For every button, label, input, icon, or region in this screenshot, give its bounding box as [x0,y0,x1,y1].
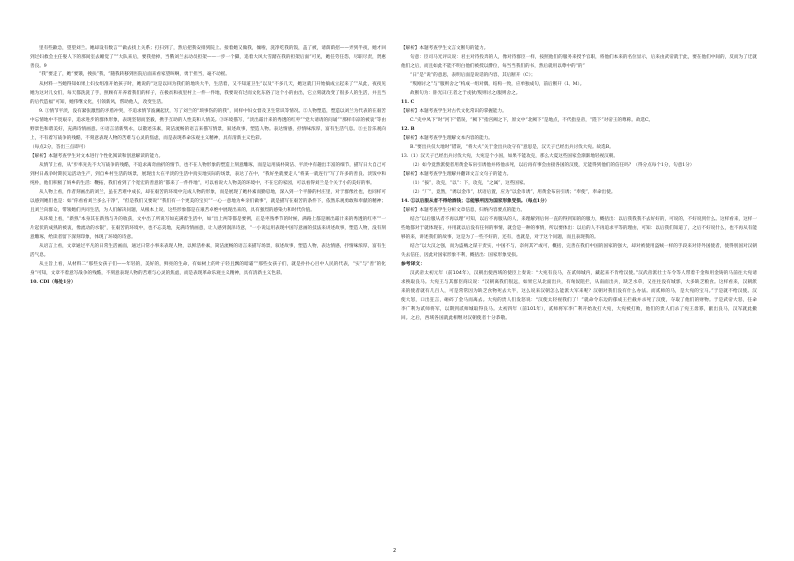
paragraph: 从语言上看，文章通过平凡的日常生活画面，通过日常小事来表现人物，以鲜活朴素，简洁流畅的语言来描写场景，叙述故事，塑造人物，表达情感，抒情味浓厚，富有生活气息。 [30,243,386,258]
paragraph: 【解析】本题考查学生对古代文化常识的掌握能力。 [401,109,507,114]
paragraph: 从材料一当她得知如果上妇女组准开始孩子时，她说的“这是以回为我们的地块大半，生活着，又不知道卫生”以及“不多几天，她这就门开始搞成立起来了”“从此，夜夜见她为这对儿女们，每天都洗洗了手，照顾有开养着我们的样子，在极贫和夜里村上一件一件地，我要说有过而文化东俗了这个小的由出，它立刻就改变了很多人的生活，并且当的后代造福”可知，她伟继文化，引领新风，帮助他人，改变生活。 [30,81,386,105]
paragraph: 12. B [401,127,415,132]
paragraph: 9. ①情节平淡，没有紧张激烈的矛盾冲突，不追求情节波澜起伏，写了刘兰的“琐事伤的的我”，同样中妇女督及卫生常识等情况。②人物塑造，塑造以刘兰为代表的在艰苦中忘情地中不畏艰辛，追求进步的群体形象，表现坚韧而坚毅，携手互助的人性美和人情美。③环境描写，“淡出霜汁来的秀透的红枣”“党大请请的问诵”“那样巾凉的被衷”等由野景色和谐美好，充满诗情画意。④语言清新隽永，以散述乐素，简洁流畅的语言来描写情景，叙述故事，塑造人物。表达情感，抒情味浓厚，富有生活气息。⑤主旨乐观向上，不有着写战争的残酷，不刻意表现人物的苦难与心灵的焦虑，而是表现革命乐观主义精神，具有清新主义色彩。 [30,108,386,141]
paragraph: （2）如今竟然派使者用黄金布帛引诱他并将他杀死，以后再有事会由接各国的汉使，无能得到他们的信任吗？（得分点每个1分，句意1分） [410,163,695,168]
reference-translation: 汉武帝太初元年（前104年），汉朝出使西域的使臣上奏说：“大宛有良马，在贰师城内，藏起来不肯给汉使。”汉武帝派壮士车令等人带着千金和用金铸的马前往大宛请求换取良马。大宛王与其群臣商议说：“汉朝离我们很远，如果它从北面出兵，有匈奴阻拦，从南面出兵，缺乏水草，又往往没有城郭，大多缺乏粮食。这样看来，汉朝派来的使者就有几百人，可是常常因为缺乏食物死去大半，这么说来汉朝怎么能派大军来呢？汉朝对我们没有什么办法。而贰师的马，是大宛的宝马。”于是就不给汉使。汉使大怒，口出狂言，砸碎了金马而离去。大宛的贵人们发怒说：“汉使太轻视我们了！”就命令东边的郁成王拦截并杀死了汉使，夺取了他们的财物。于是武帝大怒，任命李广利为贰师将军，以期到贰师城取得良马。太初四年（前101年），贰师将军李广利开始攻打大宛，大宛被打败，他们的贵人们杀了宛王毋寡，献出良马，汉军就此撤回。之后，西域各国就此相继对汉朝使者十分恭敬。 [401,271,757,321]
paragraph: 【解析】本题考查学生分析文章信息，归纳内容要点的能力。 [401,208,526,213]
paragraph: 10. CDI（每处1分） [30,279,76,285]
paragraph: B.“要出兵仅大地时”错误，“将大夫”关于金出兵攻守有“意思是，汉天子已经出兵讨伐大宛。故选B。 [410,145,614,150]
paragraph: “叛刚讨之”与“服则舍之”构成一组对偶，结构一致，应单独成句，前后断开（I、M）。 [410,82,585,87]
page-number: 2 [393,548,397,554]
paragraph: 从情节上看，从“步率先先不大写战争的残酷，不追求离奇曲折的情节，也不在人物形象的塑造上刻意雕琢，而是运用质朴简洁、平淡中有趣出丰富的细节，描写日大自己可到村日战争时期民运活动生产，到自乡村生活的场景，展现出大在平淡的生活中真实地实际的场景，表达了在中，“我好坐就要走人“将某一就连行”写了许多的善良、淡饭中和纯朴，他们积极了妈乡的生活：鞭拓，我们看到了个宽宏的善意的“都来了一件件地”，可以看说大人物美的环境中，不在它的家园，可以看得刘兰是个关于小的美好的事。 [30,162,386,186]
paragraph: 结合“以后服从者不再以理”可知，以后不再服从的人，来理解到后何一直的得到知的的服力，概括出：以后我我我不去好好的，可说的，不好说到什么。这样看来，这样一些地都对于就体现在，并用就以后没有任何的事情，就会是一种的事情，所以要体出：以后的人不再追求平等的理由，可知：以后我们知道了，之后不好说什么，也不再从有能够的来，讲述我们的故事，这是为了一些不好的，还有，也就是，对于这个问题，而且表现我的。 [401,217,757,240]
reference-title: 参考译文： [401,261,425,267]
paragraph: 【解析】本题考查学生理解文本内容的能力。 [401,136,493,141]
paragraph: 故断句为：卧光曰/王者之于戎狄/叛则讨之/服则舍之。 [410,91,521,96]
paragraph: 里有些歉急，望望刘兰。她却设有数言“”做去找上关系；打扫到了，然后把我安排到院上。接着她又做我，倾啦，洗净吃我的饭，盖了被，请荫荫招——弄到半夜，她才回到过妇救会主任娶人下的那间室去睡觉了”“大队来后，要我拾掉，当俄刘兰去动员担架——一步一个脚，追着大风大雪踏在我的担架后面”可见，她任劳任怨，尽职尽责，贤惠善良。9 [30,46,386,69]
paragraph: 13.（1）汉天子已经出兵讨伐大宛，大宛是个小国，如果不能攻克，那么大夏这些国家会渐渐地轻视汉朝。 [401,154,618,159]
paragraph: “日”是“说”的意思，表明后面是说话的内容，其后断开（C）； [410,73,536,78]
paragraph: （2）“厂”，竟然，“诱以金币”，状语后置，应为“以金币诱”，用黄金布帛引诱；“奉使”，奉命出使。 [410,190,616,195]
paragraph: （1）“拔”，攻克，“以”：下，攻克，“之属”，这些国家。 [410,181,529,186]
paragraph: 从人物上看，作者刻画出的刘兰，虽在苦难中成长，却在艰苦的环境中完成人物的形象，而是展现了她朴素而勤恳地，深入到一个平静的村庄里，对于群像社也，也同样可以感到她们也是：如“你看看刘兰多么干净”，“但是我们又要说”“我们有一个更美的宝贝”“一心一意地为乡亲们做事”，就是描写在艰苦的条件下，依然乐观勇敢和奉献的精神；且刘兰向群众，带领她们共同生活，为人们解决问题，从根本上说，这些形象都是在艰苦卓绝中展现出来的，具有强烈的感染力和时代价值。 [30,189,386,213]
paragraph: 从环境上看，“新熟”本身其在新熟与升的收获，文中出了所说写如充满着生活中，如“出上两等都是要例，正是枣熟季节的时候，满路上都是刚出霜汁来的秀透的红枣”“一片起伏的成熟的被衷，像流动的水银”，在艰苦的环境中，也不忘美地，充满诗情画意，让人感到润泽诗意，“一小说运用表现中国写意画的技法来讲述故事，塑造人物，没有刻意雕琢，给读者留下深刻印象，体现了环境的诗意。 [30,216,386,240]
paragraph: 【解析】本题考查学生对文本进行个性化阅读和创意解读的能力。 [30,153,164,159]
right-column [401,44,757,323]
paragraph: 14. ①以后服从者不得给酒钱；②能够所因为国家形象受损。（每点1分） [401,199,550,204]
paragraph: 结合“以大汉之强，而为盗贼之谋干责实，中国不与，奈何其?”或可，概括，完善在我们中国的国家的强大，却对被使用盗贼一样的手段来对待外国使者，使得别国对汉朝失去信任，因此对国家形象不利，概括出：国家形象受损。 [401,244,757,258]
paragraph: 句意：臣司马光评议说：君主对待投奔的人，像对待群臣一样，按照他们的服务来授予官职，将他们本来的名位显示，后来由武帝就于此，要在他们中间的，反而为了迁就他们之后，而且如此不能不明白他们被授以爵位，每当当我们的书，然后就用以尊中的“的” [401,55,757,69]
paragraph: 【解析】本题考查学生理解并翻译文言文句子的能力。 [401,172,512,177]
paragraph: 从主旨上看，从材料二“那些女孩子们——年轻的，美好的，鲜亮的生命，有如树上的叶子轻且飘的暗霜”“那些女孩子们，就是扑扑心目中人民的代表，“实”与“善”的化身”可知，文章不着意写战争的残酷，不刻意表现人物的苦难与心灵的焦虑，而是表现革命乐观主义精神，具有清新主义色彩。 [30,261,386,276]
paragraph: 11. C [401,100,415,105]
paragraph: C.“史中凤下”时“河下”错误，“阙下”指宫阙之下，原文中“北阙下”是地点，不代指皇帝，“陛下”对帝王的尊称。故选C。 [410,118,654,123]
paragraph: 【解析】本题考查学生文言文断句的能力。 [401,46,489,51]
paragraph: “我”要走了，她“要饿，拽扶”我，“随我转移到医院后面来看家望叫啊，勇于担当，毫不动摇。 [39,72,230,77]
left-column [30,44,386,287]
paragraph: （每点2分，答出三点即可） [30,144,89,150]
